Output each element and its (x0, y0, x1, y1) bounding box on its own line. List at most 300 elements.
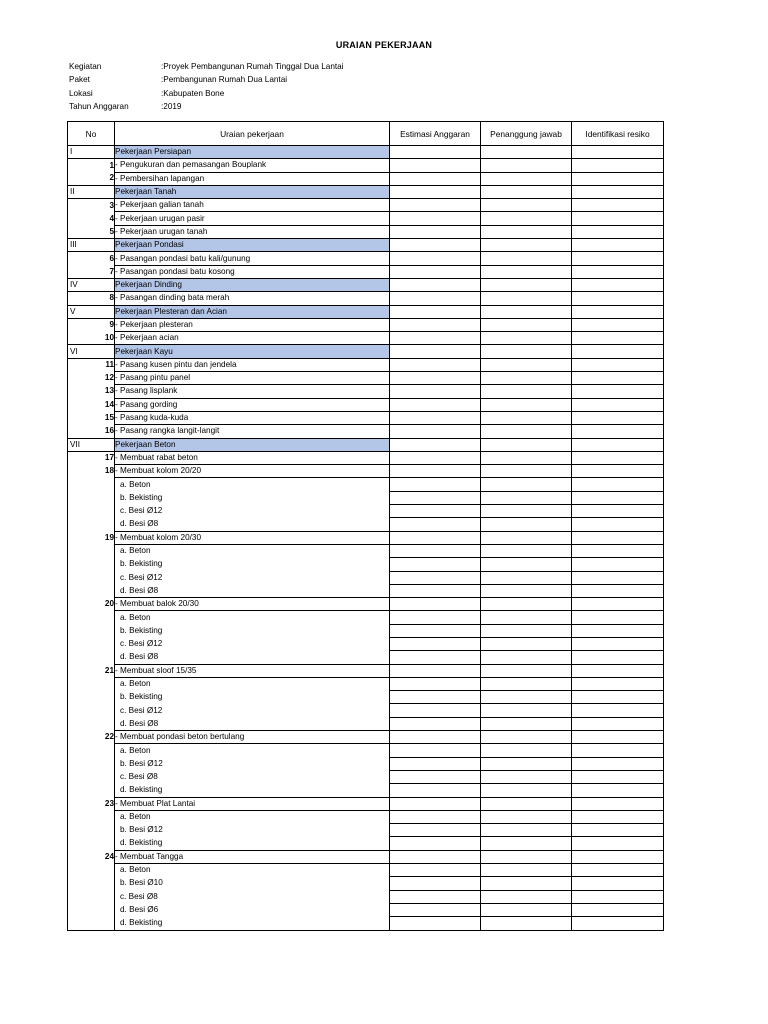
identifikasi-resiko-cell[interactable] (572, 611, 664, 624)
penanggung-jawab-cell[interactable] (481, 505, 572, 518)
penanggung-jawab-cell[interactable] (481, 451, 572, 464)
estimasi-anggaran-cell[interactable] (390, 265, 481, 278)
estimasi-anggaran-cell[interactable] (390, 850, 481, 863)
row-number (68, 518, 115, 531)
identifikasi-resiko-cell[interactable] (572, 491, 664, 504)
estimasi-anggaran-cell[interactable] (390, 478, 481, 491)
identifikasi-resiko-cell[interactable] (572, 717, 664, 730)
identifikasi-resiko-cell[interactable] (572, 850, 664, 863)
penanggung-jawab-cell[interactable] (481, 225, 572, 238)
table-row (68, 358, 664, 371)
description-text: a. Beton (120, 812, 151, 822)
work-description (115, 837, 390, 850)
identifikasi-resiko-cell[interactable] (572, 903, 664, 916)
identifikasi-resiko-cell[interactable] (572, 877, 664, 890)
identifikasi-resiko-cell[interactable] (572, 185, 664, 198)
penanggung-jawab-cell[interactable] (481, 571, 572, 584)
estimasi-anggaran-cell[interactable] (390, 810, 481, 823)
penanggung-jawab-cell[interactable] (481, 784, 572, 797)
row-number: I (68, 146, 115, 159)
estimasi-anggaran-cell[interactable] (390, 584, 481, 597)
identifikasi-resiko-cell[interactable] (572, 425, 664, 438)
estimasi-anggaran-cell[interactable] (390, 704, 481, 717)
penanggung-jawab-cell[interactable] (481, 770, 572, 783)
identifikasi-resiko-cell[interactable] (572, 358, 664, 371)
identifikasi-resiko-cell[interactable] (572, 292, 664, 305)
section-row (68, 185, 664, 198)
identifikasi-resiko-cell[interactable] (572, 691, 664, 704)
estimasi-anggaran-cell[interactable] (390, 505, 481, 518)
identifikasi-resiko-cell[interactable] (572, 571, 664, 584)
identifikasi-resiko-cell[interactable] (572, 598, 664, 611)
penanggung-jawab-cell[interactable] (481, 903, 572, 916)
penanggung-jawab-cell[interactable] (481, 252, 572, 265)
description-text: c. Besi Ø12 (120, 639, 163, 649)
penanggung-jawab-cell[interactable] (481, 478, 572, 491)
row-number (68, 837, 115, 850)
identifikasi-resiko-cell[interactable] (572, 159, 664, 172)
description-text: - Membuat balok 20/30 (115, 599, 199, 609)
row-number (68, 917, 115, 930)
estimasi-anggaran-cell[interactable] (390, 278, 481, 291)
estimasi-anggaran-cell[interactable] (390, 864, 481, 877)
estimasi-anggaran-cell[interactable] (390, 358, 481, 371)
identifikasi-resiko-cell[interactable] (572, 372, 664, 385)
identifikasi-resiko-cell[interactable] (572, 810, 664, 823)
row-number: VI (68, 345, 115, 358)
penanggung-jawab-cell[interactable] (481, 890, 572, 903)
estimasi-anggaran-cell[interactable] (390, 877, 481, 890)
identifikasi-resiko-cell[interactable] (572, 677, 664, 690)
sub-item-row (68, 544, 664, 557)
identifikasi-resiko-cell[interactable] (572, 624, 664, 637)
identifikasi-resiko-cell[interactable] (572, 252, 664, 265)
work-description (115, 784, 390, 797)
table-row (68, 731, 664, 744)
penanggung-jawab-cell[interactable] (481, 199, 572, 212)
identifikasi-resiko-cell[interactable] (572, 784, 664, 797)
estimasi-anggaran-cell[interactable] (390, 651, 481, 664)
penanggung-jawab-cell[interactable] (481, 611, 572, 624)
identifikasi-resiko-cell[interactable] (572, 797, 664, 810)
work-description (115, 824, 390, 837)
description-text: - Pasangan dinding bata merah (115, 293, 230, 303)
work-description (115, 624, 390, 637)
meta-label: Lokasi (69, 88, 93, 98)
table-row (68, 797, 664, 810)
description-text: b. Bekisting (120, 625, 163, 635)
identifikasi-resiko-cell[interactable] (572, 239, 664, 252)
estimasi-anggaran-cell[interactable] (390, 903, 481, 916)
work-description (115, 864, 390, 877)
work-items-table (67, 121, 664, 931)
identifikasi-resiko-cell[interactable] (572, 265, 664, 278)
row-number: 3 (68, 199, 115, 212)
estimasi-anggaran-cell[interactable] (390, 571, 481, 584)
identifikasi-resiko-cell[interactable] (572, 890, 664, 903)
penanggung-jawab-cell[interactable] (481, 598, 572, 611)
penanggung-jawab-cell[interactable] (481, 704, 572, 717)
work-description (115, 558, 390, 571)
description-text: Pekerjaan Kayu (115, 346, 173, 356)
estimasi-anggaran-cell[interactable] (390, 598, 481, 611)
work-description (115, 544, 390, 557)
work-description (115, 411, 390, 424)
estimasi-anggaran-cell[interactable] (390, 624, 481, 637)
row-number: 24 (68, 850, 115, 863)
penanggung-jawab-cell[interactable] (481, 624, 572, 637)
estimasi-anggaran-cell[interactable] (390, 239, 481, 252)
work-description (115, 425, 390, 438)
estimasi-anggaran-cell[interactable] (390, 199, 481, 212)
work-description (115, 704, 390, 717)
row-number (68, 544, 115, 557)
table-row (68, 598, 664, 611)
sub-item-row (68, 558, 664, 571)
estimasi-anggaran-cell[interactable] (390, 185, 481, 198)
row-number: 11 (68, 358, 115, 371)
penanggung-jawab-cell[interactable] (481, 398, 572, 411)
identifikasi-resiko-cell[interactable] (572, 837, 664, 850)
header-identifikasi-resiko: Identifikasi resiko (572, 122, 664, 146)
description-text: c. Besi Ø12 (120, 705, 163, 715)
identifikasi-resiko-cell[interactable] (572, 411, 664, 424)
row-number: VII (68, 438, 115, 451)
description-text: - Pembersihan lapangan (115, 173, 205, 183)
row-number (68, 611, 115, 624)
estimasi-anggaran-cell[interactable] (390, 491, 481, 504)
estimasi-anggaran-cell[interactable] (390, 917, 481, 930)
identifikasi-resiko-cell[interactable] (572, 385, 664, 398)
penanggung-jawab-cell[interactable] (481, 146, 572, 159)
penanggung-jawab-cell[interactable] (481, 691, 572, 704)
description-text: - Membuat Plat Lantai (115, 798, 196, 808)
description-text: - Pasang pintu panel (115, 373, 191, 383)
penanggung-jawab-cell[interactable] (481, 850, 572, 863)
sub-item-row (68, 784, 664, 797)
identifikasi-resiko-cell[interactable] (572, 199, 664, 212)
identifikasi-resiko-cell[interactable] (572, 637, 664, 650)
estimasi-anggaran-cell[interactable] (390, 425, 481, 438)
penanggung-jawab-cell[interactable] (481, 318, 572, 331)
description-text: Pekerjaan Dinding (115, 280, 182, 290)
identifikasi-resiko-cell[interactable] (572, 345, 664, 358)
estimasi-anggaran-cell[interactable] (390, 797, 481, 810)
identifikasi-resiko-cell[interactable] (572, 478, 664, 491)
estimasi-anggaran-cell[interactable] (390, 531, 481, 544)
estimasi-anggaran-cell[interactable] (390, 677, 481, 690)
estimasi-anggaran-cell[interactable] (390, 784, 481, 797)
penanggung-jawab-cell[interactable] (481, 239, 572, 252)
row-number: 18 (68, 465, 115, 478)
description-text: c. Besi Ø12 (120, 572, 163, 582)
penanggung-jawab-cell[interactable] (481, 864, 572, 877)
description-text: - Pasang rangka langit-langit (115, 426, 220, 436)
description-text: - Pekerjaan urugan pasir (115, 213, 205, 223)
sub-item-row (68, 903, 664, 916)
estimasi-anggaran-cell[interactable] (390, 332, 481, 345)
section-title (115, 305, 390, 318)
penanggung-jawab-cell[interactable] (481, 292, 572, 305)
work-description (115, 518, 390, 531)
penanggung-jawab-cell[interactable] (481, 584, 572, 597)
estimasi-anggaran-cell[interactable] (390, 438, 481, 451)
penanggung-jawab-cell[interactable] (481, 731, 572, 744)
identifikasi-resiko-cell[interactable] (572, 505, 664, 518)
penanggung-jawab-cell[interactable] (481, 491, 572, 504)
estimasi-anggaran-cell[interactable] (390, 318, 481, 331)
penanggung-jawab-cell[interactable] (481, 757, 572, 770)
estimasi-anggaran-cell[interactable] (390, 691, 481, 704)
section-title (115, 438, 390, 451)
description-text: d. Besi Ø8 (120, 652, 159, 662)
penanggung-jawab-cell[interactable] (481, 345, 572, 358)
description-text: c. Besi Ø8 (120, 772, 158, 782)
penanggung-jawab-cell[interactable] (481, 212, 572, 225)
estimasi-anggaran-cell[interactable] (390, 717, 481, 730)
estimasi-anggaran-cell[interactable] (390, 518, 481, 531)
sub-item-row (68, 717, 664, 730)
estimasi-anggaran-cell[interactable] (390, 385, 481, 398)
row-number: 20 (68, 598, 115, 611)
estimasi-anggaran-cell[interactable] (390, 744, 481, 757)
estimasi-anggaran-cell[interactable] (390, 411, 481, 424)
identifikasi-resiko-cell[interactable] (572, 278, 664, 291)
identifikasi-resiko-cell[interactable] (572, 518, 664, 531)
identifikasi-resiko-cell[interactable] (572, 558, 664, 571)
identifikasi-resiko-cell[interactable] (572, 704, 664, 717)
estimasi-anggaran-cell[interactable] (390, 252, 481, 265)
row-number: V (68, 305, 115, 318)
description-text: d. Besi Ø6 (120, 905, 159, 915)
description-text: - Membuat sloof 15/35 (115, 665, 197, 675)
penanggung-jawab-cell[interactable] (481, 558, 572, 571)
sub-item-row (68, 518, 664, 531)
description-text: Pekerjaan Plesteran dan Acian (115, 306, 227, 316)
estimasi-anggaran-cell[interactable] (390, 212, 481, 225)
table-row (68, 425, 664, 438)
penanggung-jawab-cell[interactable] (481, 744, 572, 757)
penanggung-jawab-cell[interactable] (481, 797, 572, 810)
penanggung-jawab-cell[interactable] (481, 531, 572, 544)
description-text: - Pekerjaan plesteran (115, 320, 193, 329)
identifikasi-resiko-cell[interactable] (572, 731, 664, 744)
work-description (115, 744, 390, 757)
penanggung-jawab-cell[interactable] (481, 332, 572, 345)
work-description (115, 770, 390, 783)
estimasi-anggaran-cell[interactable] (390, 664, 481, 677)
row-number (68, 903, 115, 916)
row-number: II (68, 185, 115, 198)
work-description (115, 757, 390, 770)
estimasi-anggaran-cell[interactable] (390, 172, 481, 185)
description-text: b. Besi Ø12 (120, 825, 163, 835)
row-number: 12 (68, 372, 115, 385)
identifikasi-resiko-cell[interactable] (572, 824, 664, 837)
description-text: - Pasang kuda-kuda (115, 413, 189, 423)
penanggung-jawab-cell[interactable] (481, 677, 572, 690)
penanggung-jawab-cell[interactable] (481, 305, 572, 318)
penanggung-jawab-cell[interactable] (481, 717, 572, 730)
estimasi-anggaran-cell[interactable] (390, 558, 481, 571)
description-text: Pekerjaan Beton (115, 439, 176, 449)
row-number (68, 864, 115, 877)
section-row (68, 278, 664, 291)
identifikasi-resiko-cell[interactable] (572, 531, 664, 544)
row-number: 16 (68, 425, 115, 438)
meta-value: :Pembangunan Rumah Dua Lantai (161, 75, 288, 85)
penanggung-jawab-cell[interactable] (481, 385, 572, 398)
identifikasi-resiko-cell[interactable] (572, 451, 664, 464)
sub-item-row (68, 890, 664, 903)
row-number: 15 (68, 411, 115, 424)
description-text: d. Besi Ø8 (120, 519, 159, 529)
penanggung-jawab-cell[interactable] (481, 664, 572, 677)
penanggung-jawab-cell[interactable] (481, 372, 572, 385)
penanggung-jawab-cell[interactable] (481, 824, 572, 837)
table-row (68, 212, 664, 225)
identifikasi-resiko-cell[interactable] (572, 146, 664, 159)
identifikasi-resiko-cell[interactable] (572, 318, 664, 331)
work-description (115, 505, 390, 518)
identifikasi-resiko-cell[interactable] (572, 651, 664, 664)
identifikasi-resiko-cell[interactable] (572, 864, 664, 877)
estimasi-anggaran-cell[interactable] (390, 225, 481, 238)
estimasi-anggaran-cell[interactable] (390, 637, 481, 650)
work-description (115, 637, 390, 650)
row-number (68, 890, 115, 903)
sub-item-row (68, 505, 664, 518)
identifikasi-resiko-cell[interactable] (572, 757, 664, 770)
penanggung-jawab-cell[interactable] (481, 917, 572, 930)
estimasi-anggaran-cell[interactable] (390, 305, 481, 318)
sub-item-row (68, 478, 664, 491)
estimasi-anggaran-cell[interactable] (390, 824, 481, 837)
description-text: a. Beton (120, 865, 151, 875)
section-row (68, 345, 664, 358)
penanggung-jawab-cell[interactable] (481, 637, 572, 650)
identifikasi-resiko-cell[interactable] (572, 917, 664, 930)
row-number (68, 651, 115, 664)
row-number (68, 505, 115, 518)
work-description (115, 810, 390, 823)
penanggung-jawab-cell[interactable] (481, 358, 572, 371)
row-number: 13 (68, 385, 115, 398)
penanggung-jawab-cell[interactable] (481, 159, 572, 172)
estimasi-anggaran-cell[interactable] (390, 159, 481, 172)
work-description (115, 717, 390, 730)
penanggung-jawab-cell[interactable] (481, 651, 572, 664)
penanggung-jawab-cell[interactable] (481, 425, 572, 438)
estimasi-anggaran-cell[interactable] (390, 465, 481, 478)
identifikasi-resiko-cell[interactable] (572, 305, 664, 318)
identifikasi-resiko-cell[interactable] (572, 544, 664, 557)
work-description (115, 465, 390, 478)
estimasi-anggaran-cell[interactable] (390, 837, 481, 850)
meta-value: :2019 (161, 101, 182, 111)
row-number (68, 677, 115, 690)
description-text: Pekerjaan Tanah (115, 187, 177, 197)
identifikasi-resiko-cell[interactable] (572, 172, 664, 185)
estimasi-anggaran-cell[interactable] (390, 544, 481, 557)
work-description (115, 571, 390, 584)
identifikasi-resiko-cell[interactable] (572, 744, 664, 757)
description-text: d. Bekisting (120, 918, 163, 928)
description-text: a. Beton (120, 546, 151, 556)
penanggung-jawab-cell[interactable] (481, 411, 572, 424)
table-row (68, 159, 664, 172)
sub-item-row (68, 744, 664, 757)
estimasi-anggaran-cell[interactable] (390, 731, 481, 744)
identifikasi-resiko-cell[interactable] (572, 465, 664, 478)
table-row (68, 252, 664, 265)
penanggung-jawab-cell[interactable] (481, 265, 572, 278)
meta-value: :Proyek Pembangunan Rumah Tinggal Dua Lantai (161, 62, 344, 71)
penanggung-jawab-cell[interactable] (481, 185, 572, 198)
estimasi-anggaran-cell[interactable] (390, 890, 481, 903)
row-number: 5 (68, 225, 115, 238)
estimasi-anggaran-cell[interactable] (390, 451, 481, 464)
identifikasi-resiko-cell[interactable] (572, 225, 664, 238)
estimasi-anggaran-cell[interactable] (390, 372, 481, 385)
penanggung-jawab-cell[interactable] (481, 837, 572, 850)
table-row (68, 451, 664, 464)
table-row (68, 225, 664, 238)
work-description (115, 398, 390, 411)
estimasi-anggaran-cell[interactable] (390, 770, 481, 783)
identifikasi-resiko-cell[interactable] (572, 212, 664, 225)
penanggung-jawab-cell[interactable] (481, 877, 572, 890)
estimasi-anggaran-cell[interactable] (390, 398, 481, 411)
identifikasi-resiko-cell[interactable] (572, 770, 664, 783)
estimasi-anggaran-cell[interactable] (390, 146, 481, 159)
penanggung-jawab-cell[interactable] (481, 518, 572, 531)
sub-item-row (68, 691, 664, 704)
penanggung-jawab-cell[interactable] (481, 465, 572, 478)
sub-item-row (68, 864, 664, 877)
identifikasi-resiko-cell[interactable] (572, 398, 664, 411)
row-number: III (68, 239, 115, 252)
penanggung-jawab-cell[interactable] (481, 438, 572, 451)
estimasi-anggaran-cell[interactable] (390, 757, 481, 770)
table-row (68, 265, 664, 278)
section-title (115, 146, 390, 159)
table-row (68, 292, 664, 305)
description-text: - Pekerjaan urugan tanah (115, 226, 208, 236)
identifikasi-resiko-cell[interactable] (572, 332, 664, 345)
identifikasi-resiko-cell[interactable] (572, 438, 664, 451)
estimasi-anggaran-cell[interactable] (390, 611, 481, 624)
penanggung-jawab-cell[interactable] (481, 810, 572, 823)
estimasi-anggaran-cell[interactable] (390, 292, 481, 305)
penanggung-jawab-cell[interactable] (481, 278, 572, 291)
row-number: 8 (68, 292, 115, 305)
row-number: 6 (68, 252, 115, 265)
table-row (68, 411, 664, 424)
description-text: - Membuat rabat beton (115, 452, 198, 462)
estimasi-anggaran-cell[interactable] (390, 345, 481, 358)
sub-item-row (68, 837, 664, 850)
table-row (68, 531, 664, 544)
work-description (115, 877, 390, 890)
description-text: a. Beton (120, 612, 151, 622)
description-text: b. Bekisting (120, 559, 163, 569)
penanggung-jawab-cell[interactable] (481, 544, 572, 557)
penanggung-jawab-cell[interactable] (481, 172, 572, 185)
identifikasi-resiko-cell[interactable] (572, 664, 664, 677)
table-row (68, 398, 664, 411)
identifikasi-resiko-cell[interactable] (572, 584, 664, 597)
